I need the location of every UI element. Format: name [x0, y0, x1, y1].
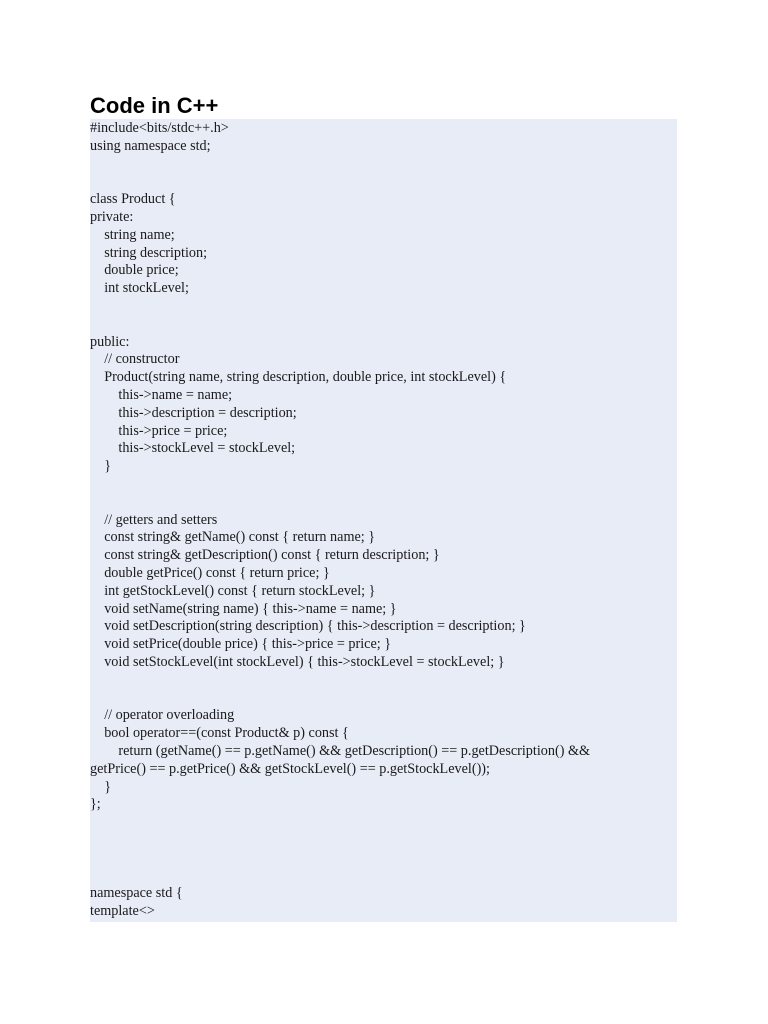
code-block — [90, 119, 677, 922]
page-title: Code in C++ — [90, 93, 219, 118]
code-line: void setDescription(string description) { this->description = description; } — [90, 618, 526, 635]
code-line: double getPrice() const { return price; } — [90, 565, 330, 581]
code-line: class Product { — [90, 191, 176, 208]
code-line: int getStockLevel() const { return stockLevel; } — [90, 582, 376, 599]
code-line: } — [90, 778, 111, 795]
code-line: return (getName() == p.getName() && getDescription() == p.getDescription() && — [90, 743, 591, 759]
code-line: const string& getName() const { return name; } — [90, 529, 376, 546]
code-line: double price; — [90, 262, 179, 279]
code-line: int stockLevel; — [90, 280, 189, 297]
code-line: getPrice() == p.getPrice() && getStockLevel() == p.getStockLevel()); — [90, 760, 490, 777]
code-line: string name; — [90, 226, 175, 243]
code-line: this->price = price; — [90, 422, 228, 439]
code-line: void setStockLevel(int stockLevel) { this->stockLevel = stockLevel; } — [90, 654, 505, 670]
code-line: } — [90, 458, 111, 475]
code-line: // operator overloading — [90, 707, 235, 724]
code-line: }; — [90, 796, 101, 813]
code-line: bool operator==(const Product& p) const { — [90, 725, 349, 742]
code-line: public: — [90, 333, 130, 350]
code-line: this->name = name; — [90, 387, 233, 403]
code-line: this->stockLevel = stockLevel; — [90, 440, 296, 457]
code-line: this->description = description; — [90, 404, 297, 421]
code-line: const string& getDescription() const { return description; } — [90, 547, 440, 564]
code-line: namespace std { — [90, 885, 183, 902]
code-line: void setName(string name) { this->name = name; } — [90, 600, 397, 617]
code-line: private: — [90, 209, 134, 225]
code-line: using namespace std; — [90, 137, 211, 154]
code-line: Product(string name, string description, double price, int stockLevel) { — [90, 369, 507, 386]
code-line: string description; — [90, 244, 208, 261]
code-line: // constructor — [90, 351, 180, 368]
code-line: void setPrice(double price) { this->price = price; } — [90, 636, 392, 653]
code-line: #include<bits/stdc++.h> — [90, 120, 229, 136]
code-line: // getters and setters — [90, 511, 218, 528]
code-line: template<> — [90, 903, 155, 920]
